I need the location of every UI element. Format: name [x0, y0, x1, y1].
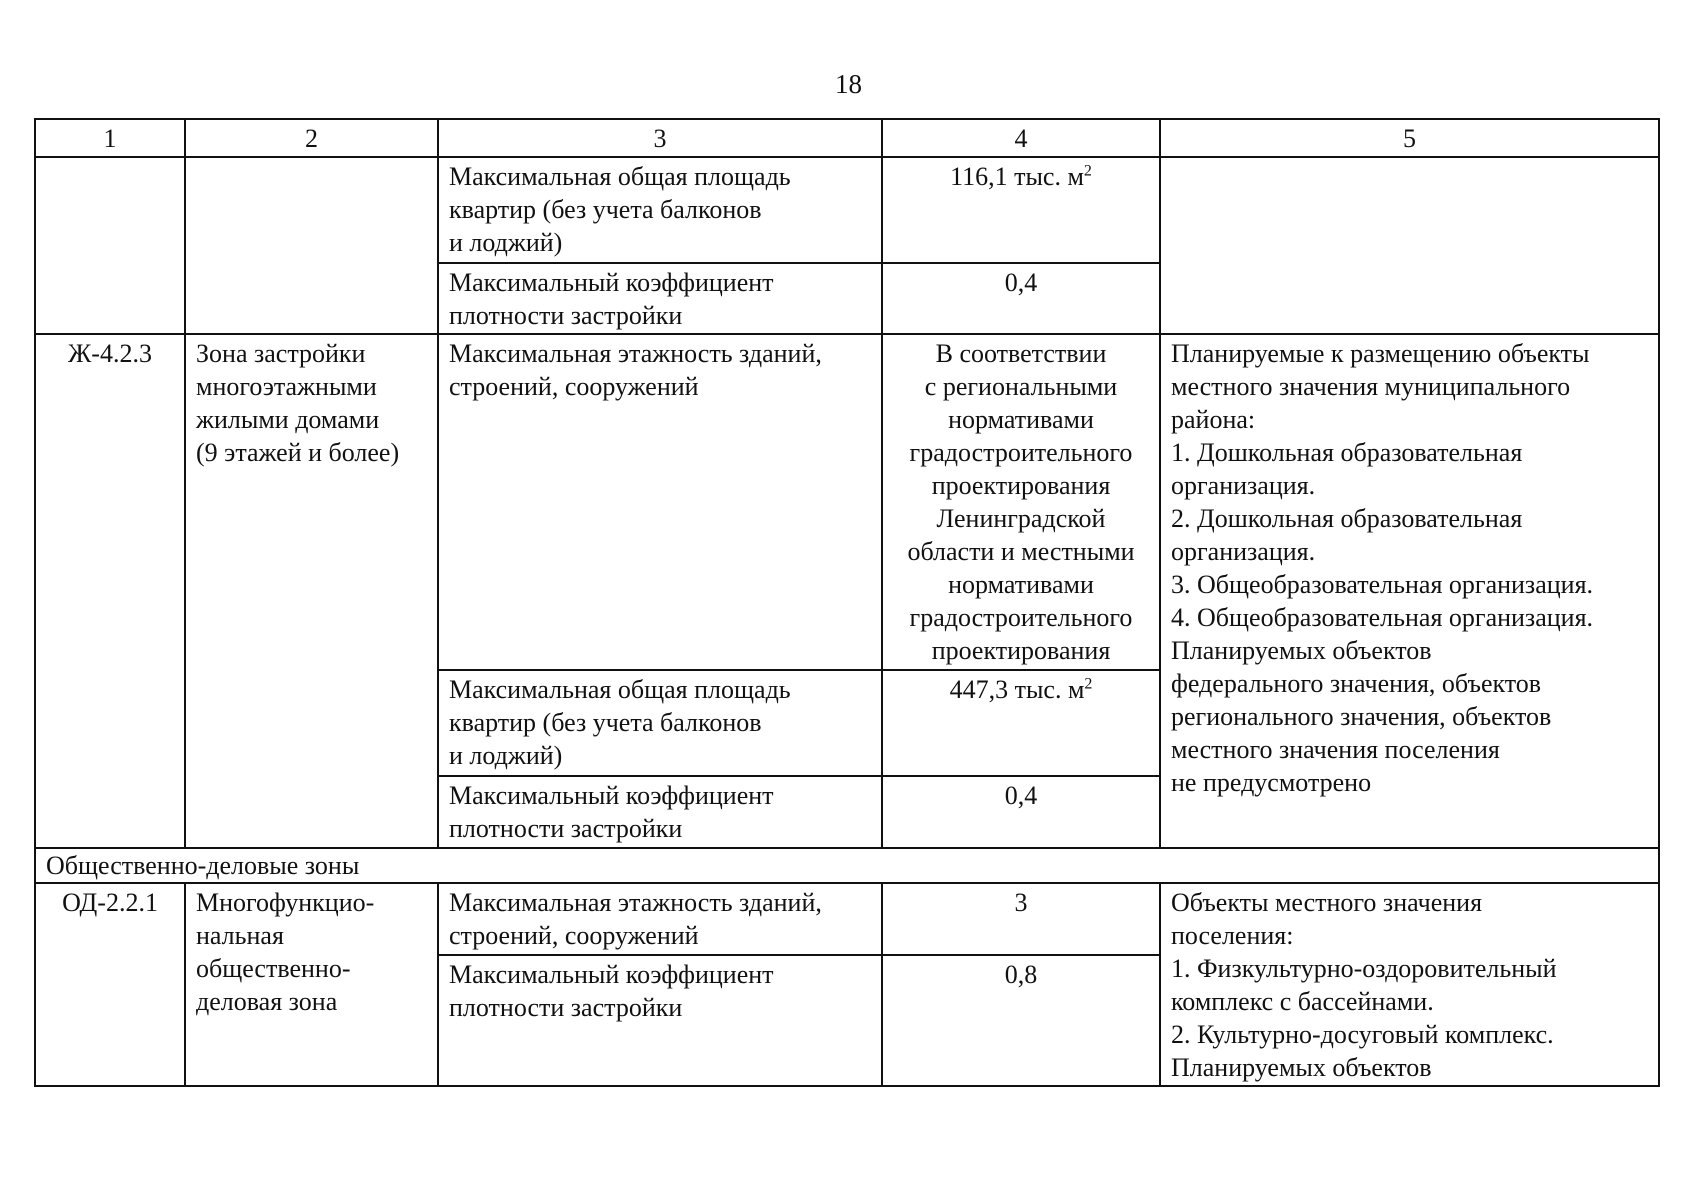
parameter-line: плотности застройки [449, 992, 683, 1022]
objects-cell [1160, 883, 1659, 1086]
parameter-line: плотности застройки [449, 814, 683, 843]
column-number-1: 1 [35, 119, 185, 157]
parameter-line: Максимальный коэффициент [449, 268, 774, 297]
parameter-line: Максимальная общая площадь [449, 675, 791, 704]
table-row [35, 157, 1659, 263]
value-line: проектирования [931, 471, 1111, 500]
zone-name-line: деловая зона [196, 987, 338, 1016]
objects-line: местного значения муниципального [1171, 372, 1571, 401]
table-row [35, 334, 1659, 670]
zone-name-cell [185, 334, 438, 848]
column-number-2: 2 [185, 119, 438, 157]
objects-line: федерального значения, объектов [1171, 669, 1542, 698]
parameter-cell [438, 776, 882, 848]
value-line: градостроительного [909, 438, 1133, 467]
parameter-cell [438, 263, 882, 334]
parameter-cell [438, 157, 882, 263]
zone-code-cell: Ж-4.2.3 [35, 334, 185, 848]
parameter-line: квартир (без учета балконов [449, 708, 762, 737]
zone-name-cell [185, 157, 438, 334]
parameter-line: плотности застройки [449, 301, 683, 330]
objects-line: Планируемых объектов [1171, 636, 1432, 665]
zoning-table [34, 118, 1660, 1087]
value-line: Ленинградской [936, 504, 1106, 533]
parameter-line: и лоджий) [449, 741, 563, 770]
objects-cell [1160, 334, 1659, 848]
objects-cell [1160, 157, 1659, 334]
objects-line: 2. Дошкольная образовательная [1171, 504, 1523, 533]
table-row [35, 883, 1659, 955]
value-line: проектирования [931, 636, 1111, 665]
unit-exponent: 2 [1083, 162, 1092, 180]
value-cell: 3 [882, 883, 1160, 955]
parameter-cell [438, 670, 882, 776]
value-cell: 0,4 [882, 776, 1160, 848]
zone-code-cell: ОД-2.2.1 [35, 883, 185, 1086]
objects-line: 1. Физкультурно-оздоровительный [1171, 954, 1557, 983]
area-value: 447,3 тыс. м [949, 675, 1085, 704]
area-value: 116,1 тыс. м [950, 162, 1084, 191]
objects-line: 3. Общеобразовательная организация. [1171, 570, 1594, 599]
objects-line: организация. [1171, 537, 1316, 566]
objects-line: поселения: [1171, 921, 1294, 950]
value-line: нормативами [948, 570, 1094, 599]
section-title: Общественно-деловые зоны [35, 848, 1659, 883]
value-line: с региональными [924, 372, 1118, 401]
column-number-3: 3 [438, 119, 882, 157]
unit-exponent: 2 [1084, 675, 1093, 693]
value-line: градостроительного [909, 603, 1133, 632]
objects-line: 2. Культурно-досуговый комплекс. [1171, 1020, 1554, 1049]
objects-line: не предусмотрено [1171, 768, 1372, 797]
parameter-line: строений, сооружений [449, 921, 699, 950]
parameter-cell [438, 955, 882, 1086]
parameter-line: Максимальный коэффициент [449, 781, 774, 810]
zone-name-line: многоэтажными [196, 372, 377, 401]
value-cell: 0,8 [882, 955, 1160, 1086]
parameter-line: квартир (без учета балконов [449, 195, 762, 224]
zone-code-cell [35, 157, 185, 334]
parameter-cell [438, 334, 882, 670]
section-row [35, 848, 1659, 883]
parameter-cell [438, 883, 882, 955]
value-cell [882, 334, 1160, 670]
zone-name-line: Зона застройки [196, 339, 366, 368]
objects-line: 1. Дошкольная образовательная [1171, 438, 1523, 467]
value-cell [882, 670, 1160, 776]
zone-name-line: Многофункцио- [196, 888, 375, 917]
parameter-line: Максимальная этажность зданий, [449, 888, 822, 917]
parameter-line: Максимальная общая площадь [449, 162, 791, 191]
objects-line: комплекс с бассейнами. [1171, 987, 1434, 1016]
parameter-line: строений, сооружений [449, 372, 699, 401]
objects-line: Объекты местного значения [1171, 888, 1483, 917]
objects-line: местного значения поселения [1171, 735, 1500, 764]
objects-line: организация. [1171, 471, 1316, 500]
value-line: В соответствии [935, 339, 1107, 368]
zone-name-cell [185, 883, 438, 1086]
zone-name-line: (9 этажей и более) [196, 438, 400, 467]
objects-line: Планируемые к размещению объекты [1171, 339, 1590, 368]
page-number: 18 [835, 69, 862, 99]
column-number-5: 5 [1160, 119, 1659, 157]
objects-line: 4. Общеобразовательная организация. [1171, 603, 1594, 632]
value-line: нормативами [948, 405, 1094, 434]
value-line: области и местными [907, 537, 1135, 566]
zone-name-line: общественно- [196, 954, 351, 983]
parameter-line: и лоджий) [449, 228, 563, 257]
value-cell [882, 157, 1160, 263]
value-cell: 0,4 [882, 263, 1160, 334]
objects-line: района: [1171, 405, 1256, 434]
parameter-line: Максимальная этажность зданий, [449, 339, 822, 368]
zone-name-line: жилыми домами [196, 405, 380, 434]
objects-line: Планируемых объектов [1171, 1053, 1432, 1082]
parameter-line: Максимальный коэффициент [449, 959, 774, 989]
column-number-4: 4 [882, 119, 1160, 157]
table-header-row [35, 119, 1659, 157]
zone-name-line: нальная [196, 921, 284, 950]
objects-line: регионального значения, объектов [1171, 702, 1552, 731]
